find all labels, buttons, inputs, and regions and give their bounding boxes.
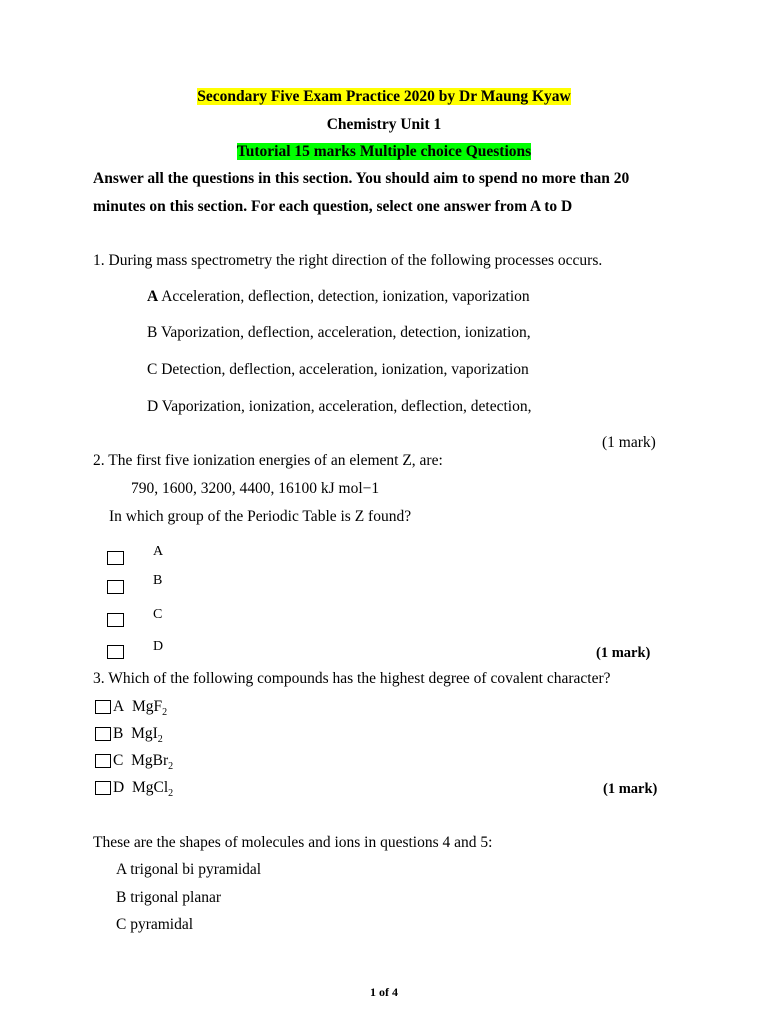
q3-mark: (1 mark) [603,781,658,797]
section-heading: Tutorial 15 marks Multiple choice Questions [236,143,532,160]
q3-option-b: B MgI$_2$ [95,725,163,745]
question-2-text: 2. The first five ionization energies of an element Z, are: [93,452,443,469]
instructions-line-1: Answer all the questions in this section. You should aim to spend no more than 20 [93,170,630,187]
q2-option-d-label: D [153,639,164,654]
shape-item-c: C pyramidal [116,916,194,933]
question-1-text: 1. During mass spectrometry the right direction of the following processes occurs. [93,252,603,269]
shapes-intro: These are the shapes of molecules and ions in questions 4 and 5: [93,834,493,851]
q2-option-a-checkbox[interactable] [107,551,124,565]
q2-option-c-checkbox[interactable] [107,613,124,627]
instructions-line-2: minutes on this section. For each question, select one answer from A to D [93,198,573,215]
q2-energy-values: 790, 1600, 3200, 4400, 16100 kJ mol−1 [131,480,380,497]
page-number: 1 of 4 [370,985,398,999]
q2-option-d-checkbox[interactable] [107,645,124,659]
question-3-text: 3. Which of the following compounds has the highest degree of covalent character? [93,670,611,687]
q2-option-a-label: A [153,544,164,559]
q1-option-b: B Vaporization, deflection, acceleration, detection, ionization, [147,324,531,341]
document-title: Secondary Five Exam Practice 2020 by Dr Maung Kyaw [197,88,571,105]
shape-item-a: A trigonal bi pyramidal [116,861,262,878]
q3-option-a: A MgF$_2$ [95,698,167,718]
document-subtitle: Chemistry Unit 1 [326,116,442,133]
shape-item-b: B trigonal planar [116,889,222,906]
q1-option-a: A Acceleration, deflection, detection, ionization, vaporization [147,288,530,305]
q3-option-a-checkbox[interactable] [95,700,111,714]
q3-option-d: D MgCl$_2$ [95,779,173,799]
q3-option-c-checkbox[interactable] [95,754,111,768]
q3-option-b-checkbox[interactable] [95,727,111,741]
q2-option-b-checkbox[interactable] [107,580,124,594]
q2-option-c-label: C [153,607,163,622]
q2-question: In which group of the Periodic Table is Z found? [109,508,412,525]
q2-mark: (1 mark) [596,645,651,661]
q1-option-c: C Detection, deflection, acceleration, ionization, vaporization [147,361,529,378]
q2-option-b-label: B [153,573,163,588]
q3-option-d-checkbox[interactable] [95,781,111,795]
q1-option-d: D Vaporization, ionization, acceleration, deflection, detection, [147,398,532,415]
q1-mark: (1 mark) [602,434,656,451]
q3-option-c: C MgBr$_2$ [95,752,173,772]
